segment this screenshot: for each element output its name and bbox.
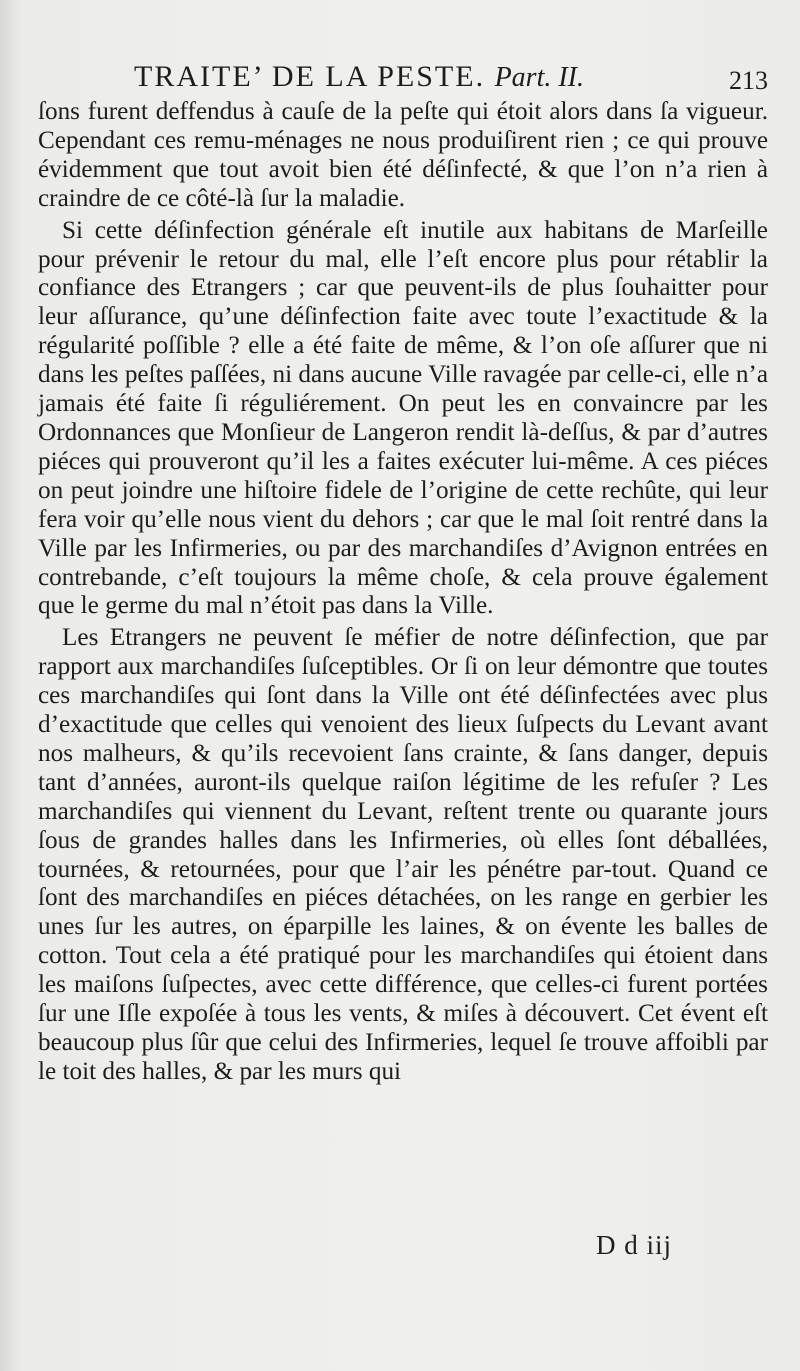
page-header [134,60,774,96]
part-label: Part. II. [494,62,585,93]
body-text [38,98,768,1087]
paragraph-continuation: ſons furent deffendus à cauſe de la peſte qui étoit alors dans ſa vigueur. Cependant ces remu-ménages ne nous produiſirent rien ; ce qui prouve évidemment que tout avoit bien été déſinfecté, & que l’on n’a rien à craindre de ce côté-là ſur la maladie. [38,98,768,212]
page-number: 213 [729,66,768,95]
paragraph: Si cette déſinfection générale eſt inutile aux habitans de Marſeille pour prévenir le retour du mal, elle l’eſt encore plus pour rétablir la confiance des Etrangers ; car que peuvent-ils de plus ſouhaitter pour leur aſſurance, qu’une déſinfection faite avec toute l’exactitude & la régularité poſſible ? elle a été faite de même, & l’on oſe aſſurer que ni dans les peſtes paſſées, ni dans aucune Ville ravagée par celle-ci, elle n’a jamais été faite ſi réguliérement. On peut les en convaincre par les Ordonnances que Monſieur de Langeron rendit là-deſſus, & par d’autres piéces qui prouveront qu’il les a faites exécuter lui-même. A ces piéces on peut joindre une hiſtoire fidele de l’origine de cette rechûte, qui leur fera voir qu’elle nous vient du dehors ; car que le mal ſoit rentré dans la Ville par les Infirmeries, ou par des marchandiſes d’Avignon entrées en contrebande, c’eſt toujours la même choſe, & cela prouve également que le germe du mal n’étoit pas dans la Ville. [38,216,768,620]
running-title-text: TRAITE’ DE LA PESTE. [134,60,486,93]
running-title [134,60,584,94]
paragraph: Les Etrangers ne peuvent ſe méfier de notre déſinfection, que par rapport aux marchandiſes ſuſceptibles. Or ſi on leur démontre que toutes ces marchandiſes qui ſont dans la Ville ont été déſinfectées avec plus d’exactitude que celles qui venoient des lieux ſuſpects du Levant avant nos malheurs, & qu’ils recevoient ſans crainte, & ſans danger, depuis tant d’années, auront-ils quelque raiſon légitime de les refuſer ? Les marchandiſes qui viennent du Levant, reſtent trente ou quarante jours ſous de grandes halles dans les Infirmeries, où elles ſont déballées, tournées, & retournées, pour que l’air les pénétre par-tout. Quand ce ſont des marchandiſes en piéces détachées, on les range en gerbier les unes ſur les autres, on éparpille les laines, & on évente les balles de cotton. Tout cela a été pratiqué pour les marchandiſes qui étoient dans les maiſons ſuſpectes, avec cette différence, que celles-ci furent portées ſur une Iſle expoſée à tous les vents, & miſes à découvert. Cet évent eſt beaucoup plus ſûr que celui des Infirmeries, lequel ſe trouve affoibli par le toit des halles, & par les murs qui [38,624,768,1085]
signature-mark: D d iij [596,1230,673,1260]
